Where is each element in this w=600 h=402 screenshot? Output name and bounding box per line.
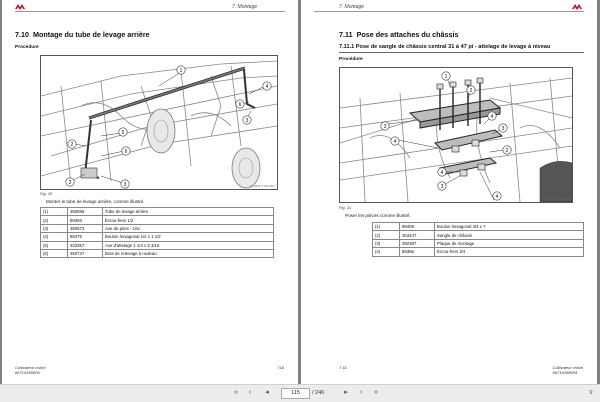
table-row bbox=[41, 233, 274, 241]
table-cell: Bras de relevage à rouleau bbox=[103, 249, 274, 257]
figure-frame-strap bbox=[339, 67, 573, 203]
table-cell: 333357 bbox=[68, 241, 103, 249]
table-row bbox=[41, 208, 274, 216]
table-cell: Sangle de châssis bbox=[435, 231, 584, 239]
page-navigation-toolbar bbox=[0, 384, 600, 402]
table-cell: Écrou-frein 3/4 bbox=[435, 248, 584, 256]
table-cell: (6) bbox=[41, 249, 68, 257]
table-cell: 350737 bbox=[68, 249, 103, 257]
table-cell: 353447 bbox=[400, 231, 435, 239]
right-page bbox=[301, 0, 597, 384]
callout-label: 4 bbox=[393, 139, 397, 145]
figure-caption: Fig. 31 bbox=[339, 205, 352, 210]
instruction-text: Poser les pièces comme illustré. bbox=[345, 213, 411, 218]
table-row bbox=[373, 223, 584, 231]
table-cell: Boulon hexagonal 1/2 x 1 1/2 bbox=[103, 233, 274, 241]
page-number-input[interactable]: 115 bbox=[281, 388, 310, 399]
subsection-rule bbox=[339, 52, 584, 53]
prev-icon: ‹ bbox=[248, 389, 252, 396]
callout-label: 6 bbox=[124, 149, 128, 155]
table-cell: 88475 bbox=[68, 233, 103, 241]
first-page-button[interactable] bbox=[231, 388, 241, 398]
figure-caption: Fig. 30 bbox=[40, 191, 53, 196]
next-icon: › bbox=[359, 389, 363, 396]
table-row bbox=[41, 249, 274, 257]
callout-label: 2 bbox=[505, 148, 509, 154]
forward-button[interactable] bbox=[341, 388, 351, 398]
footer-product: Cultivateur chisel 867143586FA bbox=[552, 365, 583, 375]
callout-label: 6 bbox=[238, 102, 242, 108]
back-button[interactable] bbox=[262, 388, 272, 398]
header-rule bbox=[314, 11, 584, 12]
table-row bbox=[41, 241, 274, 249]
table-cell: Axe d'attelage 1 1/4 x 5 3/16 bbox=[103, 241, 274, 249]
section-title bbox=[15, 30, 150, 39]
table-cell: (2) bbox=[373, 231, 400, 239]
figure-id: IL-DMT-T-001-007 bbox=[250, 184, 275, 188]
section-text: Montage du tube de levage arrière bbox=[33, 30, 150, 39]
brand-logo-icon bbox=[572, 4, 582, 10]
table-row bbox=[41, 224, 274, 232]
table-cell: Axe de pivot - zinc bbox=[103, 224, 274, 232]
brand-logo-icon bbox=[15, 4, 25, 10]
table-cell: (3) bbox=[373, 239, 400, 247]
section-title bbox=[339, 30, 458, 39]
table-cell: (3) bbox=[41, 224, 68, 232]
table-cell: Plaque de montage bbox=[435, 239, 584, 247]
last-page-icon: » bbox=[374, 389, 378, 396]
table-cell: 350573 bbox=[68, 224, 103, 232]
previous-page-button[interactable] bbox=[245, 388, 255, 398]
table-cell: (5) bbox=[41, 241, 68, 249]
procedure-label: Procédure bbox=[15, 45, 39, 50]
table-cell: Écrou-frein 1/2 bbox=[103, 216, 274, 224]
callout-label: 2 bbox=[469, 88, 473, 94]
toolbar-indicator: 9 bbox=[589, 390, 593, 396]
parts-table bbox=[372, 222, 584, 257]
table-row bbox=[373, 239, 584, 247]
table-row bbox=[41, 216, 274, 224]
table-cell: (1) bbox=[373, 223, 400, 231]
callout-label: 1 bbox=[444, 74, 448, 80]
table-cell: Boulon hexagonal 3/4 x 7 bbox=[435, 223, 584, 231]
next-page-button[interactable] bbox=[356, 388, 366, 398]
footer-product: Cultivateur chisel 867143586FA bbox=[15, 365, 46, 375]
section-number: 7.10 bbox=[15, 30, 29, 39]
page-total: / 246 bbox=[312, 390, 325, 396]
callout-label: 3 bbox=[123, 182, 127, 188]
page-number: 716 bbox=[277, 365, 284, 370]
last-page-button[interactable] bbox=[371, 388, 381, 398]
procedure-label: Procédure bbox=[339, 57, 363, 62]
section-number: 7.11 bbox=[339, 30, 353, 39]
callout-label: 2 bbox=[68, 180, 72, 186]
callout-label: 4 bbox=[495, 194, 499, 200]
callout-label: 2 bbox=[70, 142, 74, 148]
callout-label: 3 bbox=[245, 118, 249, 124]
table-cell: (1) bbox=[41, 208, 68, 216]
table-row bbox=[373, 231, 584, 239]
first-page-icon: « bbox=[234, 389, 238, 396]
table-cell: 89409 bbox=[400, 223, 435, 231]
subsection-title: 7.11.1 Pose de sangle de châssis central 31 à 47 pi - attelage de levage à niveau bbox=[339, 44, 551, 50]
table-cell: 89356 bbox=[400, 248, 435, 256]
figure-id: IL-DMT-T-001-008 bbox=[545, 197, 570, 201]
back-icon: ◂ bbox=[265, 389, 269, 396]
callout-label: 1 bbox=[179, 68, 183, 74]
callout-label: 4 bbox=[265, 84, 269, 90]
callout-label: 4 bbox=[490, 114, 494, 120]
table-cell: 350586 bbox=[68, 208, 103, 216]
callout-label: 5 bbox=[121, 130, 125, 136]
figure-rear-lift-tube bbox=[40, 55, 278, 190]
header-section: 7. Montage bbox=[339, 4, 365, 10]
callout-label: 3 bbox=[383, 124, 387, 130]
instruction-text: Monter le tube de levage arrière, comme illustré. bbox=[46, 199, 145, 204]
callout-label: 4 bbox=[440, 170, 444, 176]
table-cell: (2) bbox=[41, 216, 68, 224]
table-cell: 89363 bbox=[68, 216, 103, 224]
callout-label: 3 bbox=[440, 184, 444, 190]
table-cell: Tube de levage arrière bbox=[103, 208, 274, 216]
header-section: 7. Montage bbox=[232, 4, 258, 10]
header-rule bbox=[15, 11, 285, 12]
parts-table bbox=[40, 207, 274, 258]
table-cell: (4) bbox=[373, 248, 400, 256]
page-number: 7.16 bbox=[339, 365, 347, 370]
left-page bbox=[2, 0, 298, 384]
callout-label: 3 bbox=[501, 126, 505, 132]
table-cell: 392387 bbox=[400, 239, 435, 247]
forward-icon: ▸ bbox=[344, 389, 348, 396]
table-row bbox=[373, 248, 584, 256]
section-text: Pose des attaches du châssis bbox=[356, 30, 459, 39]
table-cell: (4) bbox=[41, 233, 68, 241]
